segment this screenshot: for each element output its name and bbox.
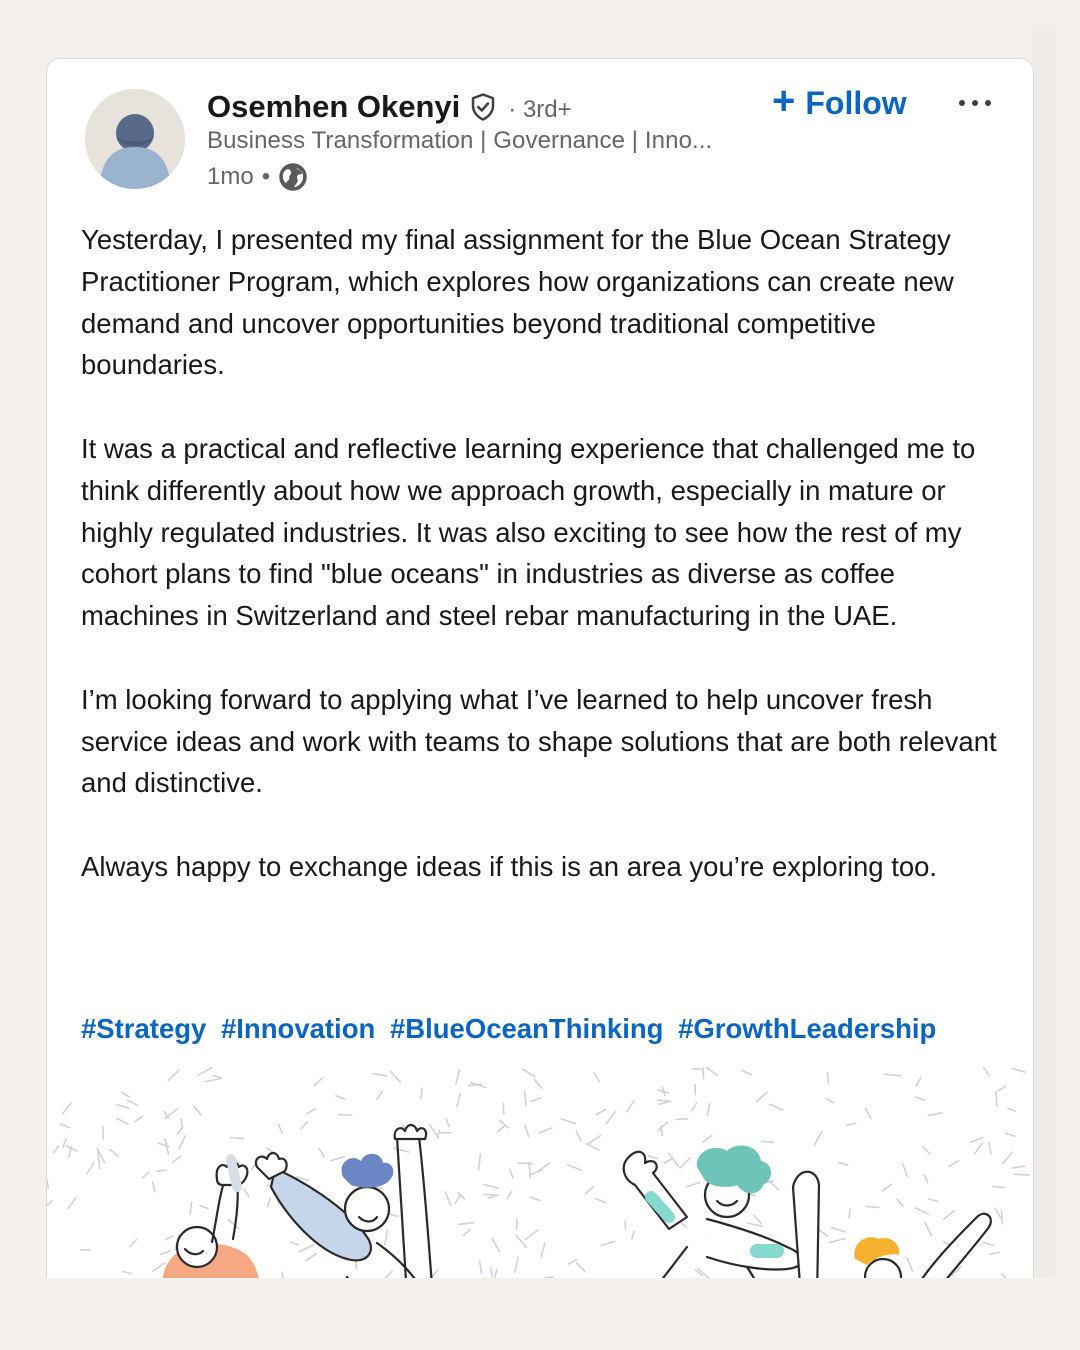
confetti-dash — [916, 1078, 921, 1086]
confetti-dash — [135, 1116, 142, 1121]
background-strip — [1033, 25, 1055, 1278]
confetti-dash — [390, 1071, 400, 1082]
confetti-dash — [597, 1110, 606, 1115]
confetti-dash — [491, 1267, 493, 1276]
confetti-dash — [503, 1103, 504, 1114]
three-dots-icon — [957, 98, 993, 108]
confetti-dash — [526, 1230, 538, 1240]
confetti-dash — [117, 1119, 128, 1125]
globe-icon — [278, 162, 308, 192]
confetti-dash — [531, 1098, 540, 1101]
confetti-dash — [692, 1103, 697, 1111]
confetti-dash — [586, 1144, 599, 1151]
avatar[interactable] — [85, 89, 185, 189]
confetti-dash — [866, 1108, 871, 1118]
confetti-dash — [278, 1124, 282, 1133]
confetti-dash — [153, 1263, 165, 1271]
more-options-button[interactable] — [953, 81, 997, 125]
confetti-dash — [47, 1201, 52, 1210]
confetti-dash — [882, 1184, 891, 1191]
confetti-dash — [200, 1206, 208, 1209]
confetti-dash — [110, 1150, 118, 1157]
confetti-dash — [525, 1091, 526, 1105]
confetti-dash — [314, 1078, 323, 1086]
confetti-dash — [463, 1230, 469, 1236]
confetti-dash — [928, 1113, 942, 1116]
confetti-dash — [569, 1260, 577, 1264]
confetti-dash — [510, 1169, 513, 1178]
confetti-dash — [456, 1070, 460, 1084]
confetti-dash — [830, 1239, 845, 1243]
confetti-dash — [301, 1122, 307, 1129]
default-avatar-icon — [85, 89, 185, 189]
post-text — [81, 219, 1011, 930]
hashtag-link[interactable]: #GrowthLeadership — [678, 1013, 937, 1044]
plus-icon: + — [772, 79, 796, 123]
confetti-dash — [832, 1228, 845, 1232]
confetti-dash — [168, 1070, 179, 1081]
confetti-dash — [990, 1252, 1000, 1254]
confetti-dash — [680, 1158, 690, 1168]
confetti-dash — [336, 1096, 345, 1099]
confetti-dash — [606, 1111, 615, 1123]
confetti-dash — [484, 1185, 499, 1189]
confetti-dash — [54, 1146, 59, 1153]
confetti-dash — [594, 1073, 600, 1082]
confetti-dash — [522, 1069, 535, 1076]
confetti-dash — [703, 1136, 712, 1142]
hashtag-link[interactable]: #Strategy — [81, 1013, 207, 1044]
confetti-dash — [421, 1088, 422, 1098]
confetti-dash — [1014, 1174, 1029, 1175]
confetti-dash — [515, 1257, 519, 1272]
confetti-dash — [576, 1263, 585, 1272]
confetti-dash — [437, 1130, 439, 1138]
confetti-dash — [993, 1186, 1004, 1187]
confetti-dash — [585, 1187, 593, 1194]
post-illustration[interactable] — [47, 1067, 1033, 1299]
confetti-dash — [198, 1068, 212, 1076]
confetti-dash — [484, 1195, 498, 1196]
confetti-dash — [762, 1141, 774, 1142]
confetti-dash — [576, 1132, 581, 1141]
verified-shield-icon — [468, 92, 498, 122]
confetti-dash — [377, 1091, 382, 1099]
confetti-dash — [228, 1220, 238, 1229]
confetti-dash — [866, 1206, 879, 1207]
confetti-dash — [531, 1197, 540, 1201]
confetti-dash — [916, 1208, 929, 1214]
confetti-dash — [1012, 1166, 1025, 1168]
confetti-dash — [385, 1230, 388, 1244]
confetti-dash — [63, 1103, 71, 1114]
confetti-dash — [517, 1219, 518, 1229]
confetti-dash — [632, 1231, 634, 1239]
confetti-dash — [179, 1136, 185, 1148]
confetti-dash — [925, 1223, 931, 1236]
confetti-dash — [754, 1215, 761, 1223]
page-bottom — [0, 1278, 1080, 1350]
confetti-dash — [299, 1245, 313, 1252]
confetti-dash — [178, 1127, 183, 1134]
confetti-dash — [161, 1251, 171, 1254]
confetti-dash — [897, 1199, 903, 1206]
confetti-dash — [213, 1076, 221, 1078]
confetti-dash — [828, 1073, 829, 1083]
confetti-dash — [123, 1271, 131, 1273]
confetti-dash — [267, 1198, 270, 1206]
confetti-dash — [153, 1182, 156, 1192]
confetti-dash — [446, 1119, 449, 1127]
confetti-dash — [128, 1100, 138, 1105]
confetti-dash — [971, 1137, 984, 1142]
confetti-dash — [122, 1092, 129, 1097]
hashtag-link[interactable]: #Innovation — [220, 1013, 376, 1044]
confetti-dash — [847, 1124, 856, 1126]
confetti-dash — [692, 1069, 701, 1070]
confetti-dash — [703, 1068, 704, 1079]
confetti-dash — [885, 1074, 900, 1076]
confetti-dash — [130, 1239, 137, 1246]
confetti-dash — [319, 1149, 324, 1157]
confetti-dash — [658, 1100, 668, 1101]
confetti-dash — [814, 1132, 822, 1145]
confetti-dash — [373, 1073, 387, 1076]
confetti-dash — [561, 1119, 575, 1124]
confetti-dash — [984, 1067, 990, 1076]
confetti-dash — [479, 1155, 481, 1170]
confetti-dash — [492, 1238, 500, 1252]
hashtag-list — [81, 1013, 943, 1045]
hashtag-link[interactable]: #BlueOceanThinking — [389, 1013, 664, 1044]
confetti-dash — [306, 1254, 316, 1261]
confetti-dash — [664, 1159, 672, 1163]
confetti-dash — [47, 1180, 48, 1188]
confetti-dash — [1008, 1108, 1016, 1111]
confetti-dash — [827, 1099, 834, 1103]
confetti-dash — [190, 1202, 191, 1214]
confetti-dash — [63, 1139, 66, 1147]
confetti-dash — [996, 1091, 997, 1106]
confetti-dash — [1003, 1152, 1013, 1164]
confetti-dash — [98, 1153, 100, 1169]
confetti-dash — [601, 1241, 614, 1245]
confetti-dash — [539, 1128, 552, 1133]
confetti-dash — [455, 1195, 460, 1204]
confetti-dash — [244, 1189, 249, 1196]
confetti-dash — [331, 1157, 344, 1161]
confetti-dash — [902, 1163, 907, 1176]
confetti-dash — [589, 1136, 601, 1144]
connection-degree: · 3rd+ — [508, 96, 572, 123]
confetti-dash — [205, 1079, 220, 1082]
confetti-dash — [907, 1258, 912, 1271]
confetti-dash — [143, 1172, 149, 1178]
confetti-dash — [770, 1104, 783, 1110]
confetti-dash — [707, 1104, 709, 1116]
confetti-dash — [1006, 1133, 1015, 1136]
confetti-dash — [165, 1109, 177, 1119]
confetti-dash — [627, 1100, 634, 1112]
confetti-dash — [457, 1094, 460, 1107]
confetti-dash — [193, 1106, 201, 1115]
confetti-dash — [480, 1262, 482, 1273]
confetti-dash — [445, 1192, 451, 1205]
confetti-dash — [923, 1147, 930, 1154]
confetti-dash — [529, 1170, 542, 1175]
confetti-dash — [68, 1198, 76, 1209]
confetti-dash — [568, 1165, 582, 1171]
confetti-dash — [516, 1235, 526, 1247]
confetti-dash — [173, 1156, 181, 1162]
confetti-dash — [459, 1223, 474, 1225]
confetti-dash — [117, 1105, 129, 1109]
confetti-dash — [60, 1124, 70, 1128]
confetti-dash — [984, 1242, 994, 1245]
confetti-dash — [498, 1125, 506, 1131]
confetti-dash — [538, 1163, 549, 1171]
confetti-dash — [291, 1242, 299, 1245]
confetti-dash — [1002, 1210, 1003, 1224]
follow-label: Follow — [805, 84, 907, 121]
confetti-dash — [87, 1163, 94, 1174]
confetti-dash — [525, 1125, 529, 1137]
meta-separator: • — [261, 163, 271, 190]
confetti-dash — [541, 1243, 545, 1257]
confetti-dash — [507, 1191, 512, 1198]
confetti-dash — [157, 1170, 166, 1171]
confetti-dash — [929, 1199, 938, 1201]
confetti-dash — [849, 1210, 850, 1218]
author-headline: Business Transformation | Governance | Inno... — [207, 127, 713, 154]
follow-button[interactable] — [772, 81, 907, 125]
confetti-dash — [757, 1092, 768, 1101]
confetti-dash — [707, 1068, 717, 1076]
confetti-dash — [165, 1236, 172, 1240]
confetti-dash — [838, 1163, 847, 1166]
confetti-dash — [1012, 1068, 1025, 1072]
confetti-dash — [989, 1142, 991, 1154]
post-paragraph: Yesterday, I presented my final assignment for the Blue Ocean Strategy Practitioner Program, which explores how organizations can create new demand and uncover opportunities beyond traditional competitive boundaries. — [81, 224, 954, 381]
post-card — [46, 58, 1034, 1300]
confetti-dash — [916, 1097, 925, 1100]
confetti-dash — [687, 1183, 700, 1187]
author-name[interactable]: Osemhen Okenyi — [207, 89, 461, 124]
post-paragraph: It was a practical and reflective learning experience that challenged me to think differently about how we approach growth, especially in mature or highly regulated industries. It was also exciting to see how the rest of my cohort plans to find "blue oceans" in industries as diverse as coffee machines in Switzerland and steel rebar manufacturing in the UAE. — [81, 432, 976, 632]
confetti-dash — [231, 1138, 244, 1139]
confetti-dash — [944, 1211, 955, 1219]
post-meta — [207, 161, 308, 193]
confetti-dash — [307, 1109, 316, 1114]
celebration-illustration — [47, 1067, 1033, 1299]
confetti-dash — [769, 1181, 779, 1190]
confetti-dash — [658, 1122, 668, 1131]
author-name-row — [207, 87, 572, 127]
confetti-dash — [995, 1208, 1000, 1217]
confetti-dash — [596, 1199, 606, 1203]
post-paragraph: Always happy to exchange ideas if this is an area you’re exploring too. — [81, 850, 938, 882]
confetti-dash — [975, 1143, 982, 1153]
confetti-dash — [394, 1148, 409, 1152]
post-time: 1mo — [207, 163, 254, 190]
confetti-dash — [748, 1223, 763, 1226]
confetti-dash — [949, 1161, 959, 1167]
post-paragraph: I’m looking forward to applying what I’ve learned to help uncover fresh service ideas and work with teams to shape solutions that are both relevant and distinctive. — [81, 683, 997, 799]
confetti-dash — [999, 1086, 1006, 1091]
confetti-dash — [924, 1175, 928, 1183]
confetti-dash — [534, 1079, 542, 1088]
confetti-dash — [676, 1119, 688, 1120]
confetti-dash — [659, 1101, 671, 1104]
confetti-dash — [742, 1070, 752, 1074]
confetti-dash — [649, 1156, 658, 1159]
